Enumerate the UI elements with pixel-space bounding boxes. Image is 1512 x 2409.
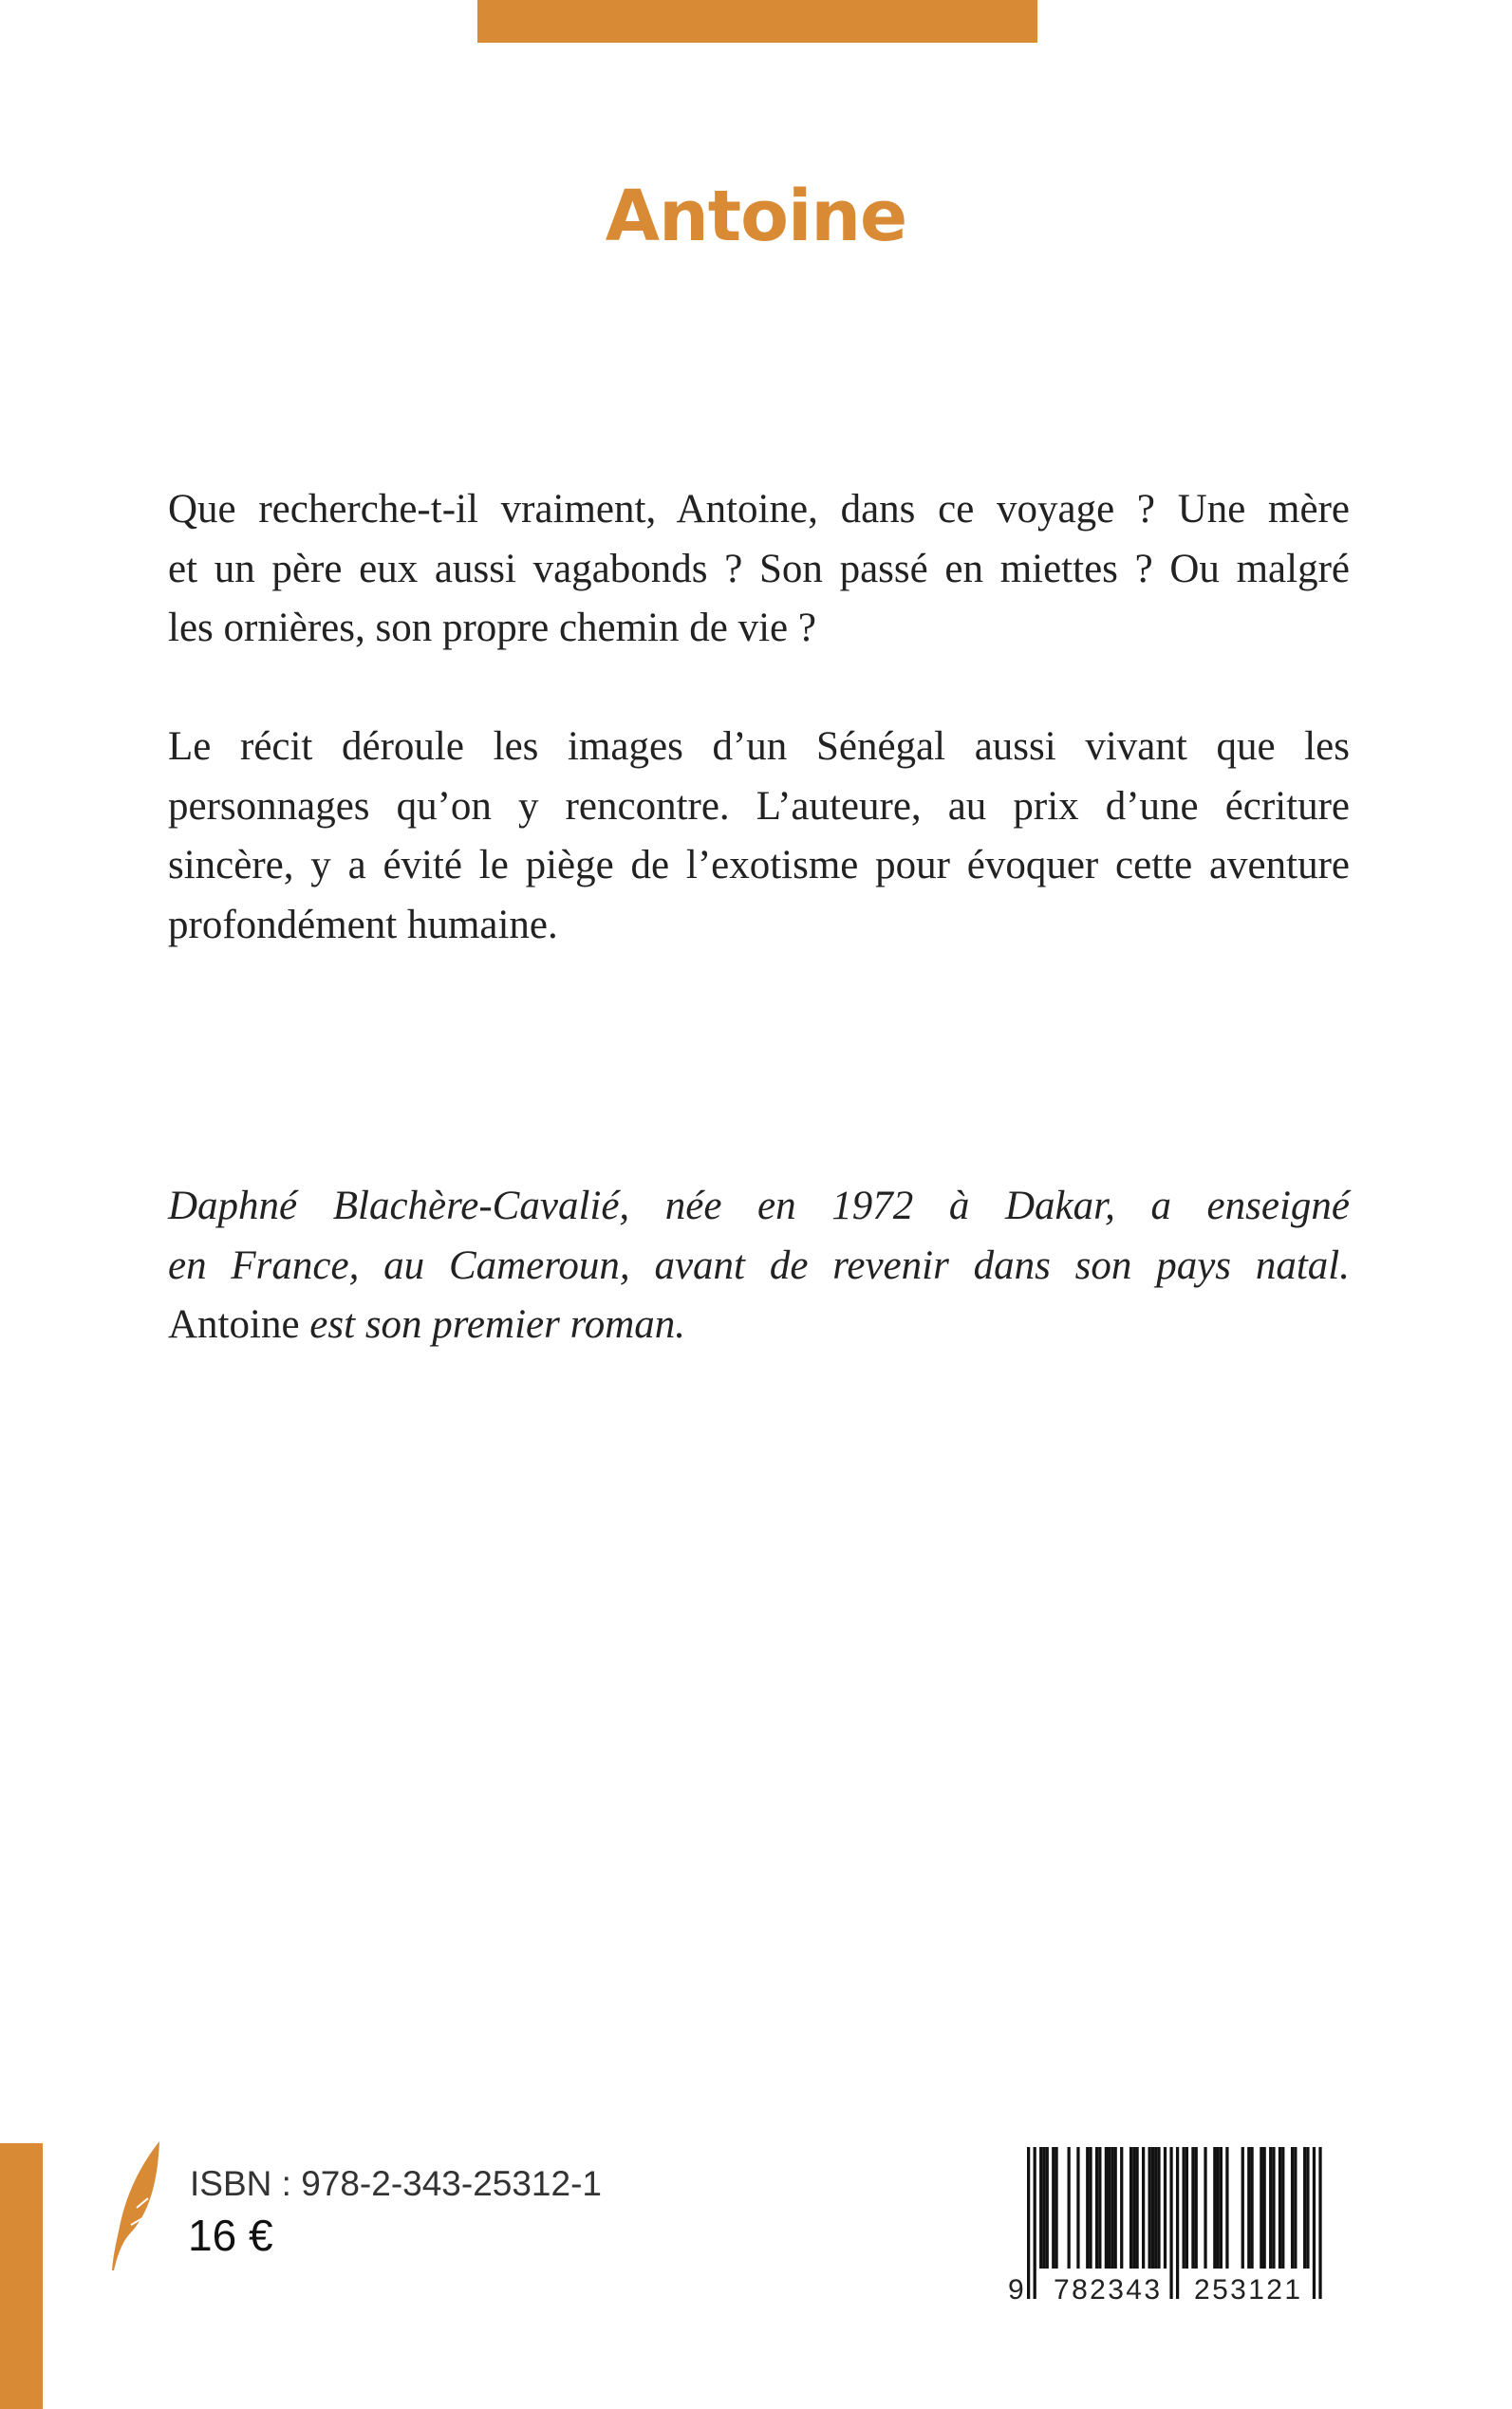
book-title-mention: Antoine <box>168 1302 300 1347</box>
barcode-bar <box>1034 2147 1036 2299</box>
barcode-bar <box>1260 2147 1262 2269</box>
text-line: profondément humaine. <box>168 902 558 947</box>
blurb-paragraph-1 <box>168 480 1350 659</box>
barcode-bar <box>1114 2147 1117 2269</box>
barcode-bar <box>1135 2147 1138 2269</box>
barcode-bar <box>1281 2147 1284 2269</box>
book-title: Antoine <box>605 176 907 257</box>
barcode-bar <box>1204 2147 1206 2269</box>
barcode-bar <box>1055 2147 1057 2269</box>
price: 16 € <box>188 2211 273 2260</box>
text-line: personnages qu’on y rencontre. L’auteure, au prix d’une écriture <box>168 783 1350 829</box>
barcode-bar <box>1151 2147 1154 2269</box>
barcode-bar <box>1263 2147 1266 2269</box>
barcode-right-digits: 253121 <box>1194 2274 1300 2306</box>
barcode-bar <box>1108 2147 1111 2269</box>
barcode-bar <box>1039 2147 1042 2269</box>
barcode-bar <box>1318 2147 1321 2299</box>
barcode-bar <box>1191 2147 1194 2269</box>
top-accent-bar <box>477 0 1037 43</box>
barcode-bar <box>1169 2147 1172 2299</box>
barcode-bar <box>1241 2147 1244 2269</box>
barcode-bar <box>1076 2147 1079 2269</box>
barcode-bar <box>1294 2147 1297 2269</box>
barcode-bar <box>1132 2147 1135 2269</box>
barcode-bar <box>1303 2147 1306 2269</box>
barcode-left-digits: 782343 <box>1054 2274 1160 2306</box>
barcode-bar <box>1111 2147 1113 2269</box>
barcode-bar <box>1089 2147 1092 2269</box>
barcode-bar <box>1142 2147 1145 2269</box>
barcode-bar <box>1279 2147 1281 2269</box>
barcode-bar <box>1120 2147 1123 2269</box>
barcode-bar <box>1105 2147 1108 2269</box>
side-accent-bar <box>0 2143 43 2409</box>
barcode-bar <box>1129 2147 1132 2269</box>
barcode <box>987 2147 1338 2308</box>
text-line: Le récit déroule les images d’un Sénégal aussi vivant que les <box>168 724 1350 769</box>
author-bio <box>168 1177 1350 1355</box>
barcode-bar <box>1164 2147 1167 2269</box>
text-line: et un père eux aussi vagabonds ? Son passé en miettes ? Ou malgré <box>168 546 1350 591</box>
barcode-bar <box>1269 2147 1272 2269</box>
text-line: Que recherche-t-il vraiment, Antoine, dans ce voyage ? Une mère <box>168 487 1350 532</box>
barcode-bar <box>1098 2147 1101 2269</box>
barcode-bar <box>1027 2147 1030 2299</box>
barcode-bar <box>1176 2147 1179 2299</box>
barcode-bar <box>1157 2147 1160 2269</box>
text-line: Daphné Blachère-Cavalié, née en 1972 à Dakar, a enseigné <box>168 1184 1350 1228</box>
barcode-bar <box>1095 2147 1098 2269</box>
barcode-bar <box>1185 2147 1188 2269</box>
barcode-bar <box>1220 2147 1223 2269</box>
barcode-bar <box>1052 2147 1055 2269</box>
barcode-bar <box>1183 2147 1185 2269</box>
barcode-bar <box>1148 2147 1151 2269</box>
barcode-bar <box>1291 2147 1294 2269</box>
barcode-bar <box>1213 2147 1216 2269</box>
barcode-digit-first: 9 <box>1008 2274 1024 2306</box>
barcode-bar <box>1272 2147 1275 2269</box>
barcode-bar <box>1195 2147 1198 2269</box>
barcode-bar <box>1042 2147 1045 2269</box>
barcode-bar <box>1313 2147 1316 2299</box>
text-line: les ornières, son propre chemin de vie ? <box>168 606 816 650</box>
bio-end: est son premier roman. <box>299 1302 686 1347</box>
barcode-bar <box>1250 2147 1253 2269</box>
text-line: en France, au Cameroun, avant de revenir dans son pays natal. <box>168 1242 1350 1288</box>
feather-icon <box>110 2141 163 2270</box>
barcode-bar <box>1216 2147 1219 2269</box>
barcode-bar <box>1154 2147 1157 2269</box>
barcode-bar <box>1046 2147 1049 2269</box>
barcode-bar <box>1306 2147 1309 2269</box>
text-line <box>168 1296 1350 1355</box>
barcode-bar <box>1068 2147 1071 2269</box>
barcode-bar <box>1086 2147 1089 2269</box>
blurb-paragraph-2 <box>168 718 1350 955</box>
isbn: ISBN : 978-2-343-25312-1 <box>190 2164 602 2203</box>
barcode-bar <box>1247 2147 1250 2269</box>
text-line: sincère, y a évité le piège de l’exotisme pour évoquer cette aventure <box>168 843 1350 887</box>
barcode-bar <box>1225 2147 1228 2269</box>
